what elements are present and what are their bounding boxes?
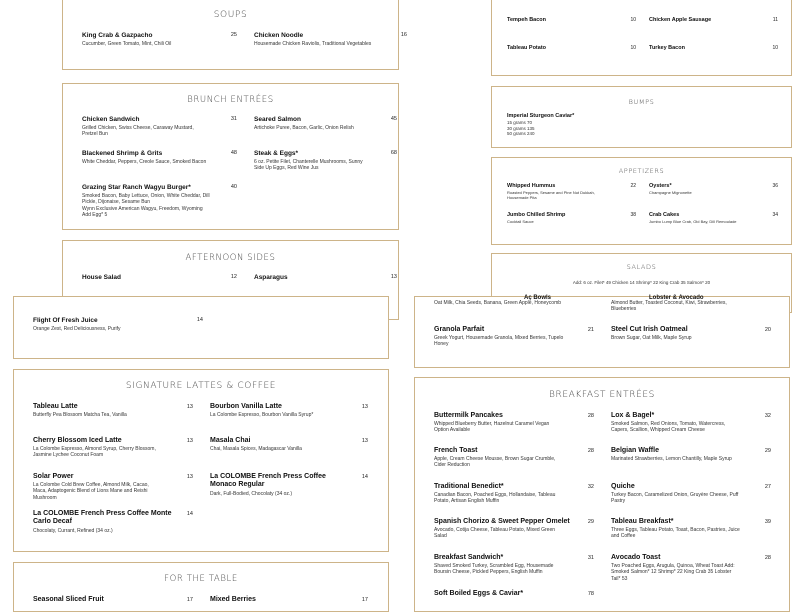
item-name: Cherry Blossom Iced Latte bbox=[33, 437, 122, 444]
item-desc: Artichoke Puree, Bacon, Garlic, Onion Relish bbox=[254, 125, 354, 131]
item-price: 28 bbox=[587, 448, 594, 454]
soups-title: SOUPS bbox=[213, 10, 248, 20]
item-price: 13 bbox=[186, 438, 193, 444]
item-desc: Almond Butter, Toasted Coconut, Kiwi, Strawberries, Blueberries bbox=[611, 300, 727, 313]
menu-item bbox=[507, 212, 612, 224]
item-name: Chicken Apple Sausage bbox=[649, 17, 712, 23]
item-name: Tableau Latte bbox=[33, 403, 78, 410]
item-price: 25 bbox=[230, 32, 237, 38]
item-name: Solar Power bbox=[33, 473, 74, 480]
menu-item bbox=[33, 596, 104, 603]
menu-item bbox=[434, 483, 564, 505]
appetizers-card bbox=[491, 157, 792, 245]
menu-item bbox=[33, 510, 183, 534]
caviar-size: 15 grams 70 bbox=[507, 120, 533, 125]
menu-item bbox=[254, 150, 374, 172]
item-name: Grazing Star Ranch Wagyu Burger* bbox=[82, 184, 191, 191]
signature-lattes-card bbox=[13, 369, 389, 552]
afternoon-sides-title: AFTERNOON SIDES bbox=[185, 253, 276, 263]
caviar-size: 30 grams 135 bbox=[507, 125, 535, 131]
item-name: Tableau Potato bbox=[507, 45, 547, 51]
menu-item bbox=[434, 554, 564, 576]
item-name: Soft Boiled Eggs & Caviar* bbox=[434, 590, 524, 597]
menu-item bbox=[507, 183, 612, 200]
item-price: 28 bbox=[587, 413, 594, 419]
item-name: Lox & Bagel* bbox=[611, 412, 655, 419]
item-desc: Butterfly Pea Blossom Matcha Tea, Vanilla bbox=[33, 412, 127, 418]
item-price: 68 bbox=[390, 150, 397, 156]
menu-item bbox=[254, 116, 374, 131]
salads-title: SALADS bbox=[626, 263, 657, 271]
item-desc: Apple, Cream Cheese Mousse, Brown Sugar Crumble, Cider Reduction bbox=[434, 456, 556, 469]
item-desc: Greek Yogurt, Housemade Granola, Mixed Berries, Tupelo Honey bbox=[434, 335, 564, 348]
item-price: 14 bbox=[186, 511, 193, 517]
item-name: Masala Chai bbox=[210, 437, 251, 444]
menu-item bbox=[649, 17, 711, 23]
menu-item bbox=[434, 412, 562, 434]
item-desc: 6 oz. Petite Filet, Chanterelle Mushrooms, Sunny Side Up Eggs, Red Wine Jus bbox=[254, 159, 363, 172]
menu-item bbox=[649, 212, 769, 224]
item-price: 13 bbox=[390, 274, 397, 280]
menu-item bbox=[611, 412, 741, 434]
menu-item bbox=[210, 473, 350, 497]
item-price: 45 bbox=[390, 116, 397, 122]
item-price: 10 bbox=[772, 45, 778, 51]
item-price: 40 bbox=[230, 184, 237, 190]
menu-item bbox=[210, 437, 355, 452]
menu-item bbox=[82, 116, 197, 138]
caviar-size: 50 grams 240 bbox=[507, 131, 535, 137]
item-name: Oysters* bbox=[649, 183, 672, 189]
appetizers-title: APPETIZERS bbox=[618, 167, 665, 175]
item-name: Steak & Eggs* bbox=[254, 150, 299, 157]
item-desc: Turkey Bacon, Caramelized Onion, Gruyère Cheese, Puff Pastry bbox=[611, 492, 739, 505]
item-price: 10 bbox=[630, 45, 636, 51]
item-name: Quiche bbox=[611, 483, 635, 490]
item-desc: Avocado, Cotija Cheese, Tableau Potato, Mixed Green Salad bbox=[434, 527, 556, 540]
item-name: La COLOMBE French Press Coffee Monaco Regular bbox=[210, 473, 326, 489]
menu-item bbox=[434, 447, 564, 469]
item-name: Imperial Sturgeon Caviar* bbox=[507, 113, 575, 119]
item-desc: Jumbo Lump Blue Crab, Old Bay, Dill Remoulade bbox=[649, 219, 737, 224]
menu-item bbox=[33, 437, 173, 459]
item-price: 17 bbox=[361, 597, 368, 603]
item-price: 48 bbox=[230, 150, 237, 156]
menu-item bbox=[254, 274, 288, 281]
item-desc: La Colombe Espresso, Bourbon Vanilla Syrup* bbox=[210, 412, 314, 418]
breakfast-entrees-title: BREAKFAST ENTRÉES bbox=[549, 390, 655, 400]
item-price: 22 bbox=[630, 183, 636, 189]
item-price: 20 bbox=[764, 327, 771, 333]
item-price: 16 bbox=[400, 32, 407, 38]
item-desc: Roasted Peppers, Sesame and Pine Nut Dukkah, Housemade Pita bbox=[507, 190, 595, 200]
item-name: Mixed Berries bbox=[210, 596, 256, 603]
item-desc: Champagne Mignonette bbox=[649, 190, 692, 195]
item-desc-note: Wynn Exclusive American Wagyu, Freedom, Wyoming bbox=[82, 205, 203, 212]
item-desc: Oat Milk, Chia Seeds, Banana, Green Apple, Honeycomb bbox=[434, 300, 562, 306]
item-name: Aç Bowls bbox=[524, 295, 552, 301]
item-desc: Three Eggs, Tableau Potato, Toast, Bacon, Pastries, Juice and Coffee bbox=[611, 527, 740, 540]
item-name: Steel Cut Irish Oatmeal bbox=[611, 326, 688, 333]
item-desc: Cucumber, Green Tomato, Mint, Chili Oil bbox=[82, 41, 172, 47]
item-name: Breakfast Sandwich* bbox=[434, 554, 504, 561]
item-price: 39 bbox=[764, 519, 771, 525]
item-price: 27 bbox=[764, 484, 771, 490]
item-price: 31 bbox=[587, 555, 594, 561]
item-price: 29 bbox=[587, 519, 594, 525]
item-desc: Marinated Strawberries, Lemon Chantilly, Maple Syrup bbox=[611, 456, 732, 462]
menu-item bbox=[434, 590, 564, 597]
menu-item bbox=[254, 32, 394, 47]
item-price: 32 bbox=[587, 484, 594, 490]
menu-item bbox=[82, 274, 121, 281]
item-price: 17 bbox=[186, 597, 193, 603]
item-price: 21 bbox=[587, 327, 594, 333]
item-desc: Shaved Smoked Turkey, Scrambled Egg, Housemade Boursin Cheese, Pickled Peppers, English Muffin bbox=[434, 563, 554, 576]
menu-item bbox=[611, 554, 741, 582]
breakfast-entrees-card bbox=[414, 377, 790, 612]
item-desc: Two Poached Eggs, Arugula, Quinoa, Wheat Toast Add: Smoked Salmon* 12 Shrimp* 22 King Crab 35 Lobster Tail* 53 bbox=[611, 563, 735, 582]
item-name: Traditional Benedict* bbox=[434, 483, 504, 490]
item-name: Bourbon Vanilla Latte bbox=[210, 403, 282, 410]
item-name: Avocado Toast bbox=[611, 554, 661, 561]
item-desc: Orange Zest, Red Deliciousness, Purify bbox=[33, 326, 121, 332]
item-name: Granola Parfait bbox=[434, 326, 485, 333]
item-name: Lobster & Avocado bbox=[649, 295, 704, 301]
menu-item bbox=[33, 403, 183, 418]
item-desc: Smoked Salmon, Red Onions, Tomato, Watercress, Capers, Scallion, Whipped Cream Cheese bbox=[611, 421, 726, 434]
menu-item bbox=[507, 45, 546, 51]
item-desc: Cocktail Sauce bbox=[507, 219, 534, 224]
item-name: House Salad bbox=[82, 274, 122, 281]
item-price: 32 bbox=[764, 413, 771, 419]
item-desc: Dark, Full-Bodied, Chocolaty (34 oz.) bbox=[210, 491, 292, 498]
item-desc: Brown Sugar, Oat Milk, Maple Syrup bbox=[611, 335, 692, 341]
menu-item bbox=[434, 326, 564, 348]
menu-item bbox=[82, 150, 207, 165]
item-desc: Chocolaty, Currant, Refined (34 oz.) bbox=[33, 528, 113, 535]
juice-card bbox=[13, 296, 389, 359]
item-price: 29 bbox=[764, 448, 771, 454]
item-name: Belgian Waffle bbox=[611, 447, 659, 454]
item-desc: La Colombe Cold Brew Coffee, Almond Milk, Cacao, Maca, Adaptogenic Blend of Lions Mane and Reishi Mushroom bbox=[33, 482, 149, 501]
for-the-table-card bbox=[13, 562, 389, 612]
item-price: 13 bbox=[186, 404, 193, 410]
item-price: 36 bbox=[772, 183, 778, 189]
item-name: Spanish Chorizo & Sweet Pepper Omelet bbox=[434, 518, 570, 525]
item-price: 78 bbox=[587, 591, 594, 597]
menu-item bbox=[82, 184, 210, 218]
menu-item bbox=[611, 447, 751, 462]
salads-addons: Add: 6 oz. Filet* 49 Chicken 14 Shrimp* 22 King Crab 35 Salmon* 20 bbox=[572, 280, 711, 285]
bumps-title: BUMPS bbox=[628, 98, 655, 106]
menu-item bbox=[507, 17, 546, 23]
signature-lattes-title: SIGNATURE LATTES & COFFEE bbox=[125, 381, 277, 391]
item-price: 12 bbox=[230, 274, 237, 280]
menu-item bbox=[611, 326, 761, 341]
for-the-table-title: FOR THE TABLE bbox=[164, 574, 238, 584]
item-name: Tableau Breakfast* bbox=[611, 518, 674, 525]
item-addon: Add Egg* 5 bbox=[82, 211, 108, 218]
item-name: Crab Cakes bbox=[649, 212, 680, 218]
item-name: Seasonal Sliced Fruit bbox=[33, 596, 104, 603]
item-price: 34 bbox=[772, 212, 778, 218]
item-name: La COLOMBE French Press Coffee Monte Carlo Decaf bbox=[33, 510, 172, 526]
item-desc: Chai, Masala Spices, Madagascar Vanilla bbox=[210, 446, 302, 452]
item-name: French Toast bbox=[434, 447, 478, 454]
item-name: Flight Of Fresh Juice bbox=[33, 317, 98, 324]
menu-item bbox=[33, 473, 155, 501]
brunch-entrees-title: BRUNCH ENTRÉES bbox=[187, 95, 274, 105]
menu-item bbox=[210, 403, 355, 418]
item-name: Buttermilk Pancakes bbox=[434, 412, 503, 419]
item-price: 14 bbox=[196, 317, 203, 323]
item-name: Chicken Sandwich bbox=[82, 116, 140, 123]
item-price: 13 bbox=[361, 404, 368, 410]
brunch-entrees-card bbox=[62, 83, 399, 230]
menu-item bbox=[649, 183, 759, 195]
item-desc: Canadian Bacon, Poached Eggs, Hollandaise, Tableau Potato, Artisan English Muffin bbox=[434, 492, 556, 505]
item-desc: Smoked Bacon, Baby Lettuce, Onion, White Cheddar, Dill Pickle, Dijonaise, Sesame Bun bbox=[82, 193, 210, 206]
item-price: 14 bbox=[361, 474, 368, 480]
item-name: Whipped Hummus bbox=[507, 183, 556, 189]
item-name: Blackened Shrimp & Grits bbox=[82, 150, 163, 157]
item-desc: Whipped Blueberry Butter, Hazelnut Caramel Vegan Option Available bbox=[434, 421, 550, 434]
item-price: 10 bbox=[630, 17, 636, 23]
item-desc: Housemade Chicken Raviolis, Traditional Vegetables bbox=[254, 41, 372, 47]
menu-item bbox=[507, 113, 574, 137]
item-price: 13 bbox=[186, 474, 193, 480]
item-price: 28 bbox=[764, 555, 771, 561]
item-price: 13 bbox=[361, 438, 368, 444]
soups-card bbox=[62, 0, 407, 70]
bumps-card bbox=[491, 86, 792, 148]
item-price: 11 bbox=[772, 17, 778, 23]
menu-item bbox=[434, 518, 570, 540]
item-name: King Crab & Gazpacho bbox=[82, 32, 153, 39]
item-desc: Grilled Chicken, Swiss Cheese, Caraway Mustard, Pretzel Bun bbox=[82, 125, 194, 138]
item-name: Seared Salmon bbox=[254, 116, 301, 123]
menu-item bbox=[611, 483, 741, 505]
item-price: 31 bbox=[230, 116, 237, 122]
item-name: Asparagus bbox=[254, 274, 288, 281]
menu-item bbox=[611, 518, 741, 540]
item-name: Chicken Noodle bbox=[254, 32, 304, 39]
item-desc: White Cheddar, Peppers, Creole Sauce, Smoked Bacon bbox=[82, 159, 207, 165]
menu-item bbox=[649, 45, 685, 51]
item-name: Jumbo Chilled Shrimp bbox=[507, 212, 566, 218]
item-name: Tempeh Bacon bbox=[507, 17, 547, 23]
sides-card bbox=[491, 0, 792, 76]
item-name: Turkey Bacon bbox=[649, 45, 685, 51]
breakfast-top-card bbox=[414, 296, 790, 368]
item-desc: La Colombe Espresso, Almond Syrup, Cherry Blossom, Jasmine Lychee Coconut Foam bbox=[33, 446, 156, 459]
item-price: 38 bbox=[630, 212, 636, 218]
menu-item bbox=[210, 596, 256, 603]
